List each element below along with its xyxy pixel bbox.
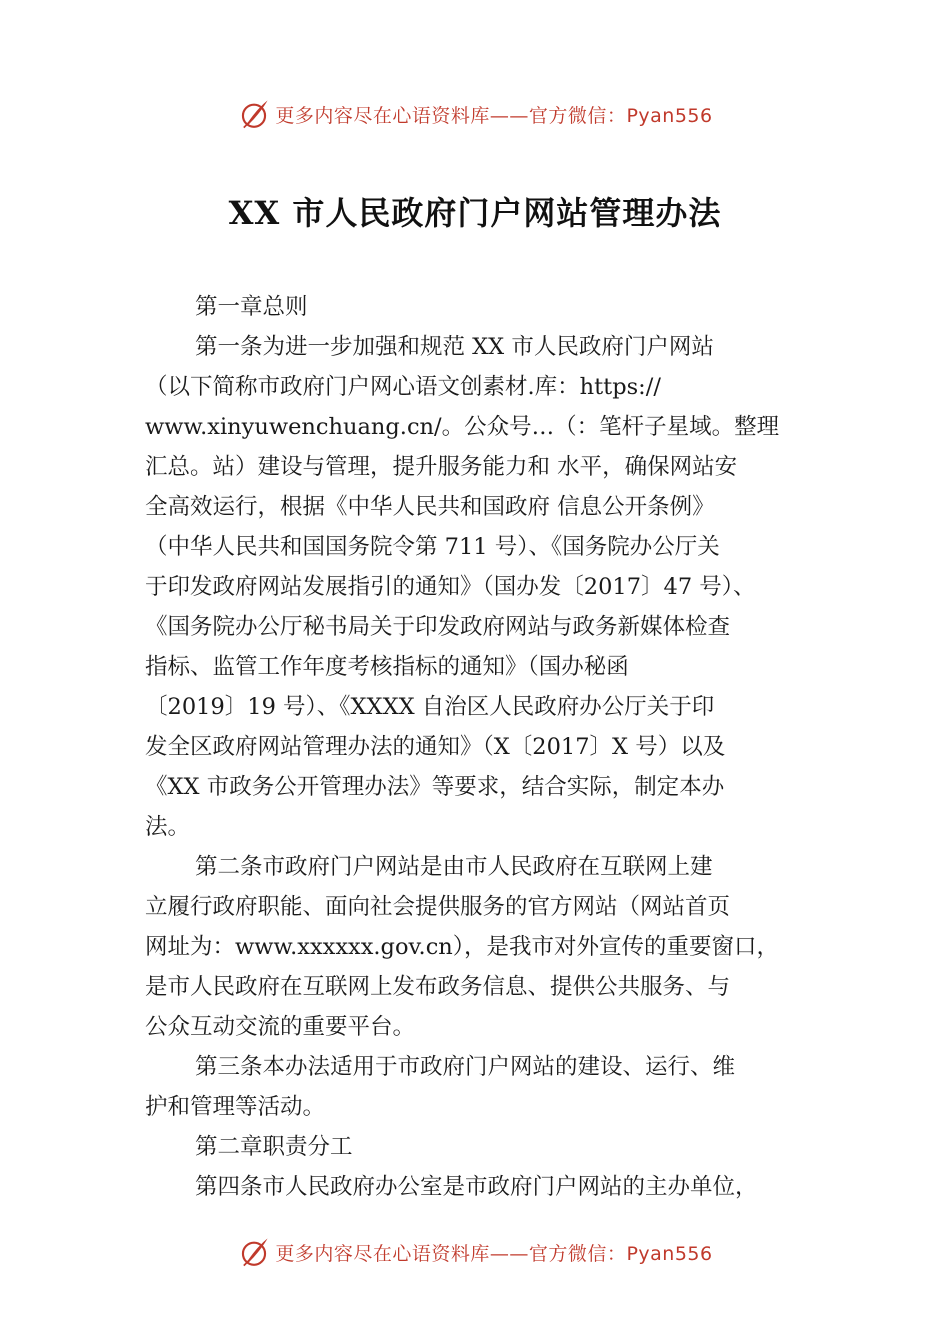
body-line: （中华人民共和国国务院令第 711 号）、《国务院办公厅关 (145, 534, 720, 560)
footer-banner (0, 1232, 950, 1272)
body-line: 第一条为进一步加强和规范 XX 市人民政府门户网站 (195, 334, 714, 360)
banner-wechat-id: Pyan556 (626, 1242, 713, 1265)
banner-dash: —— (489, 1242, 529, 1265)
chapter-heading-1: 第一章总则 (195, 294, 308, 320)
body-line: 第四条市人民政府办公室是市政府门户网站的主办单位， (195, 1174, 758, 1200)
body-line: 网址为：www.xxxxxx.gov.cn），是我市对外宣传的重要窗口， (145, 934, 780, 960)
document-title: XX 市人民政府门户网站管理办法 (228, 194, 722, 232)
banner-dash: —— (489, 104, 529, 127)
body-line: （以下简称市政府门户网心语文创素材.库：https:// (145, 374, 661, 400)
banner-wechat-label: 官方微信： (528, 1242, 627, 1265)
body-line: 法。 (145, 814, 191, 840)
banner-text (275, 1239, 712, 1266)
feather-pen-logo-icon (237, 97, 271, 131)
body-line: www.xinyuwenchuang.cn/。公众号…（：笔杆子星域。整理 (145, 414, 780, 440)
body-line: 《国务院办公厅秘书局关于印发政府网站与政务新媒体检查 (145, 614, 731, 640)
body-line: 第三条本办法适用于市政府门户网站的建设、运行、维 (195, 1054, 736, 1080)
body-line: 汇总。站）建设与管理，提升服务能力和 水平，确保网站安 (145, 454, 738, 480)
banner-wechat-id: Pyan556 (626, 104, 713, 127)
body-line: 是市人民政府在互联网上发布政务信息、提供公共服务、与 (145, 974, 731, 1000)
banner-title: 更多内容尽在心语资料库 (275, 104, 490, 127)
body-line: 指标、监管工作年度考核指标的通知》（国办秘函 (145, 654, 629, 680)
body-line: 全高效运行，根据《中华人民共和国政府 信息公开条例》 (145, 494, 715, 520)
body-line: 发全区政府网站管理办法的通知》（X〔2017〕X 号）以及 (145, 734, 726, 760)
body-line: 公众互动交流的重要平台。 (145, 1014, 416, 1040)
body-line: 立履行政府职能、面向社会提供服务的官方网站（网站首页 (145, 894, 731, 920)
body-line: 于印发政府网站发展指引的通知》（国办发〔2017〕47 号）、 (145, 574, 756, 600)
body-line: 护和管理等活动。 (145, 1094, 326, 1120)
banner-wechat-label: 官方微信： (528, 104, 627, 127)
body-line: 〔2019〕19 号）、《XXXX 自治区人民政府办公厅关于印 (145, 694, 715, 720)
banner-title: 更多内容尽在心语资料库 (275, 1242, 490, 1265)
feather-pen-logo-icon (237, 1235, 271, 1269)
body-line: 第二条市政府门户网站是由市人民政府在互联网上建 (195, 854, 713, 880)
chapter-heading-2: 第二章职责分工 (195, 1134, 353, 1160)
document-body (145, 287, 813, 1207)
header-banner (0, 94, 950, 134)
banner-text (275, 101, 712, 128)
body-line: 《XX 市政务公开管理办法》等要求，结合实际，制定本办 (145, 774, 725, 800)
